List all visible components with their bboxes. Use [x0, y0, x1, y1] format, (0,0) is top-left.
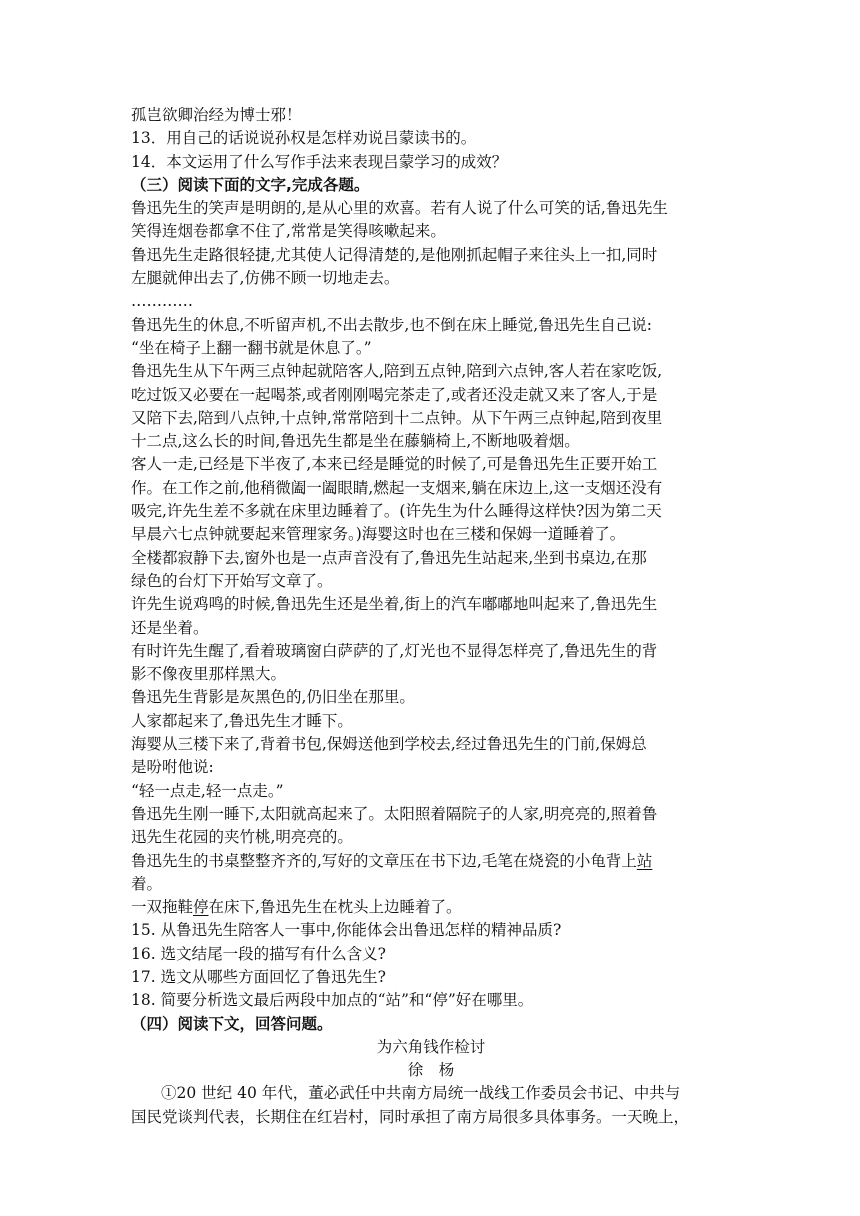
question-17: 17. 选文从哪些方面回忆了鲁迅先生?: [131, 967, 386, 986]
question-13: 13．用自己的话说说孙权是怎样劝说吕蒙读书的。: [131, 129, 477, 148]
text-line: 海婴从三楼下来了,背着书包,保姆送他到学校去,经过鲁迅先生的门前,保姆总: [131, 735, 647, 754]
text-line: [131, 896, 731, 919]
text-line: 全楼都寂静下去,窗外也是一点声音没有了,鲁迅先生站起来,坐到书桌边,在那: [131, 548, 647, 567]
article-paragraph-line: 国民党谈判代表，长期住在红岩村，同时承担了南方局很多具体事务。一天晚上，: [131, 1107, 690, 1126]
text-line: 还是坐着。: [131, 618, 209, 637]
text-line: “轻一点走,轻一点走。”: [131, 781, 284, 800]
text-line: 绿色的台灯下开始写文章了。: [131, 571, 333, 590]
text-line: 许先生说鸡鸣的时候,鲁迅先生还是坐着,街上的汽车嘟嘟地叫起来了,鲁迅先生: [131, 595, 658, 614]
text-line: 鲁迅先生从下午两三点钟起就陪客人,陪到五点钟,陪到六点钟,客人若在家吃饭,: [131, 362, 663, 381]
text-line: 作。在工作之前,他稍微阖一阖眼睛,燃起一支烟来,躺在床边上,这一支烟还没有: [131, 478, 663, 497]
text-line: “坐在椅子上翻一翻书就是休息了。”: [131, 338, 372, 357]
text-line: 又陪下去,陪到八点钟,十点钟,常常陪到十二点钟。从下午两三点钟起,陪到夜里: [131, 408, 663, 427]
section-3-heading: （三）阅读下面的文字,完成各题。: [131, 175, 370, 194]
text-line: 迅先生花园的夹竹桃,明亮亮的。: [131, 828, 353, 847]
text-line: 孤岂欲卿治经为博士邪！: [131, 106, 302, 124]
article-title: 为六角钱作检讨: [376, 1037, 486, 1056]
text-line: 着。: [131, 874, 163, 893]
text-line: [131, 850, 731, 873]
marked-char-stand: 站: [636, 851, 653, 870]
text-line: 笑得连烟卷都拿不住了,常常是笑得咳嗽起来。: [131, 222, 446, 241]
question-14: 14．本文运用了什么写作手法来表现吕蒙学习的成效？: [131, 152, 508, 171]
text-line: 十二点,这么长的时间,鲁迅先生都是坐在藤躺椅上,不断地吸着烟。: [131, 432, 580, 451]
article-author: 徐 杨: [407, 1061, 455, 1080]
text-line: 人家都起来了,鲁迅先生才睡下。: [131, 711, 353, 730]
text-line: 早晨六七点钟就要起来管理家务。)海婴这时也在三楼和保姆一道睡着了。: [131, 525, 626, 544]
text-line: 影不像夜里那样黑大。: [131, 665, 287, 684]
text-line: 有时许先生醒了,看着玻璃窗白萨萨的了,灯光也不显得怎样亮了,鲁迅先生的背: [131, 641, 658, 660]
question-16: 16. 选文结尾一段的描写有什么含义?: [131, 944, 386, 963]
marked-char-stop: 停: [193, 898, 209, 917]
text-line: 鲁迅先生刚一睡下,太阳就高起来了。太阳照着隔院子的人家,明亮亮的,照着鲁: [131, 804, 658, 823]
text-line: 吃过饭又必要在一起喝茶,或者刚刚喝完茶走了,或者还没走就又来了客人,于是: [131, 385, 658, 404]
article-paragraph-line: ①20 世纪 40 年代，董必武任中共南方局统一战线工作委员会书记、中共与: [161, 1084, 681, 1103]
document-body: [131, 104, 731, 1129]
text-line: 鲁迅先生的笑声是明朗的,是从心里的欢喜。若有人说了什么可笑的话,鲁迅先生: [131, 199, 668, 218]
text-line: 是吩咐他说:: [131, 758, 214, 777]
text-line-content: 一双拖鞋: [131, 898, 194, 917]
question-18: 18. 简要分析选文最后两段中加点的“站”和“停”好在哪里。: [131, 991, 534, 1010]
text-line: 鲁迅先生走路很轻捷,尤其使人记得清楚的,是他刚抓起帽子来往头上一扣,同时: [131, 245, 658, 264]
text-line-content: 在床下,鲁迅先生在枕头上边睡着了。: [208, 898, 462, 917]
text-line: 吸完,许先生差不多就在床里边睡着了。(许先生为什么睡得这样快?因为第二天: [131, 502, 662, 521]
text-line-content: 鲁迅先生的书桌整整齐齐的,写好的文章压在书下边,毛笔在烧瓷的小龟背上: [131, 851, 637, 870]
text-line: 左腿就伸出去了,仿佛不顾一切地走去。: [131, 269, 400, 288]
text-line: 鲁迅先生背影是灰黑色的,仍旧坐在那里。: [131, 688, 415, 707]
question-15: 15. 从鲁迅先生陪客人一事中,你能体会出鲁迅怎样的精神品质?: [131, 921, 562, 940]
text-line: 鲁迅先生的休息,不听留声机,不出去散步,也不倒在床上睡觉,鲁迅先生自己说:: [131, 315, 652, 334]
section-4-heading: （四）阅读下文，回答问题。: [131, 1014, 333, 1033]
ellipsis-line: …………: [131, 292, 193, 311]
text-line: 客人一走,已经是下半夜了,本来已经是睡觉的时候了,可是鲁迅先生正要开始工: [131, 455, 658, 474]
